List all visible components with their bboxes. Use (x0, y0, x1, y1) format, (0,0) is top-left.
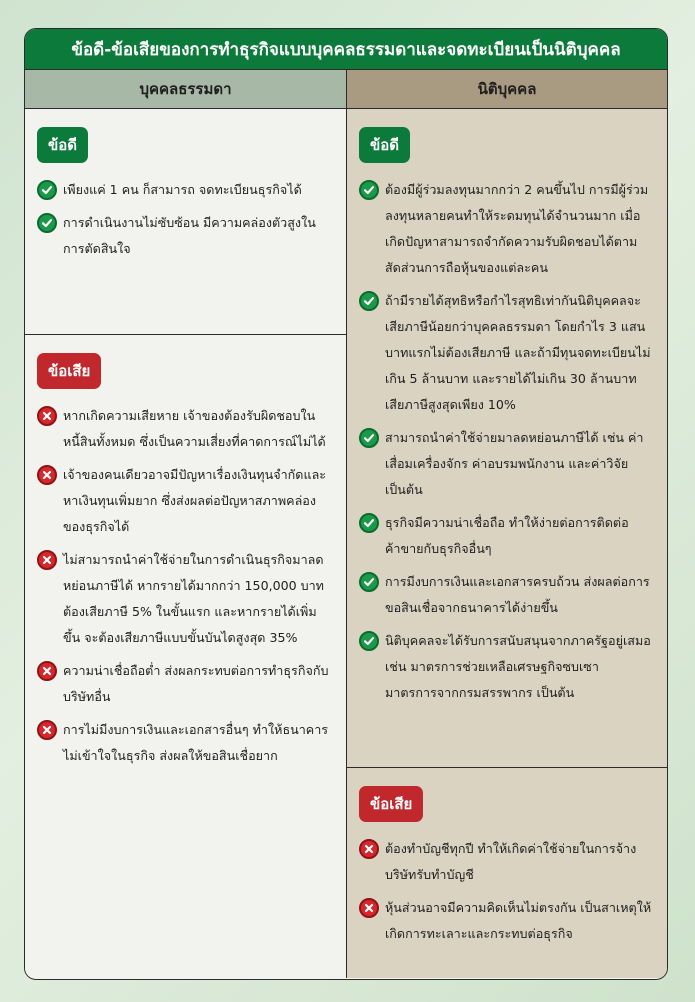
list-item-text: หุ้นส่วนอาจมีความคิดเห็นไม่ตรงกัน เป็นสาเหตุให้เกิดการทะเลาะและกระทบต่อธุรกิจ (385, 900, 652, 941)
column-juristic (347, 70, 667, 978)
list-item (37, 717, 332, 769)
list-item (37, 658, 332, 710)
page-title: ข้อดี-ข้อเสียของการทำธุรกิจแบบบุคคลธรรมดาและจดทะเบียนเป็นนิติบุคคล (25, 29, 667, 70)
list-item-text: ต้องทำบัญชีทุกปี ทำให้เกิดค่าใช้จ่ายในการจ้างบริษัทรับทำบัญชี (385, 841, 637, 882)
check-circle-icon (359, 572, 379, 592)
pros-badge: ข้อดี (359, 127, 410, 163)
list-item (37, 177, 332, 203)
column-individual (25, 70, 347, 978)
list-item-text: การไม่มีงบการเงินและเอกสารอื่นๆ ทำให้ธนาคารไม่เข้าใจในธุรกิจ ส่งผลให้ขอสินเชื่อยาก (63, 722, 329, 763)
list-item (37, 547, 332, 651)
check-circle-icon (37, 180, 57, 200)
list-juristic-cons (359, 836, 653, 947)
check-circle-icon (37, 213, 57, 233)
list-item (37, 403, 332, 455)
x-circle-icon (37, 550, 57, 570)
list-item-text: เจ้าของคนเดียวอาจมีปัญหาเรื่องเงินทุนจำกัดและหาเงินทุนเพิ่มยาก ซึ่งส่งผลต่อปัญหาสภาพคล่องของธุรกิจได้ (63, 467, 327, 534)
check-circle-icon (359, 180, 379, 200)
check-circle-icon (359, 513, 379, 533)
list-item (359, 628, 653, 706)
x-circle-icon (37, 720, 57, 740)
list-individual-pros (37, 177, 332, 262)
check-circle-icon (359, 631, 379, 651)
list-item (37, 210, 332, 262)
pros-badge: ข้อดี (37, 127, 88, 163)
columns (25, 70, 667, 978)
section-individual-cons (25, 334, 346, 786)
list-item (359, 288, 653, 418)
list-item (359, 569, 653, 621)
column-header-juristic: นิติบุคคล (347, 70, 667, 109)
x-circle-icon (359, 898, 379, 918)
cons-badge: ข้อเสีย (37, 353, 101, 389)
x-circle-icon (359, 839, 379, 859)
column-header-individual: บุคคลธรรมดา (25, 70, 346, 109)
list-item-text: ธุรกิจมีความน่าเชื่อถือ ทำให้ง่ายต่อการติดต่อค้าขายกับธุรกิจอื่นๆ (385, 515, 629, 556)
x-circle-icon (37, 661, 57, 681)
section-individual-pros (25, 109, 346, 334)
list-item-text: หากเกิดความเสียหาย เจ้าของต้องรับผิดชอบในหนี้สินทั้งหมด ซึ่งเป็นความเสี่ยงที่คาดการณ์ไม่ได้ (63, 408, 326, 449)
list-item-text: นิติบุคคลจะได้รับการสนับสนุนจากภาครัฐอยู่เสมอ เช่น มาตรการช่วยเหลือเศรษฐกิจซบเซา มาตรการจากกรมสรรพากร เป็นต้น (385, 633, 651, 700)
list-item-text: เพียงแค่ 1 คน ก็สามารถ จดทะเบียนธุรกิจได้ (63, 182, 302, 197)
list-individual-cons (37, 403, 332, 769)
list-item (359, 177, 653, 281)
section-juristic-pros (347, 109, 667, 767)
list-item-text: การมีงบการเงินและเอกสารครบถ้วน ส่งผลต่อการขอสินเชื่อจากธนาคารได้ง่ายขึ้น (385, 574, 650, 615)
list-item-text: ความน่าเชื่อถือต่ำ ส่งผลกระทบต่อการทำธุรกิจกับบริษัทอื่น (63, 663, 329, 704)
cons-badge: ข้อเสีย (359, 786, 423, 822)
list-item (359, 510, 653, 562)
check-circle-icon (359, 428, 379, 448)
list-item-text: การดำเนินงานไม่ซับซ้อน มีความคล่องตัวสูงในการตัดสินใจ (63, 215, 316, 256)
list-item-text: ถ้ามีรายได้สุทธิหรือกำไรสุทธิเท่ากันนิติบุคคลจะเสียภาษีน้อยกว่าบุคคลธรรมดา โดยกำไร 3 แสนบาทแรกไม่ต้องเสียภาษี และถ้ามีทุนจดทะเบียนไม่เกิน 5 ล้านบาท และรายได้ไม่เกิน 30 ล้านบาท เสียภาษีสูงสุดเพียง 10% (385, 293, 651, 412)
list-item-text: สามารถนำค่าใช้จ่ายมาลดหย่อนภาษีได้ เช่น ค่าเสื่อมเครื่องจักร ค่าอบรมพนักงาน และค่าวิจัย เป็นต้น (385, 430, 644, 497)
x-circle-icon (37, 406, 57, 426)
list-item (359, 895, 653, 947)
list-item (37, 462, 332, 540)
list-item (359, 425, 653, 503)
check-circle-icon (359, 291, 379, 311)
section-juristic-cons (347, 767, 667, 964)
comparison-card (24, 28, 668, 980)
list-item-text: ไม่สามารถนำค่าใช้จ่ายในการดำเนินธุรกิจมาลดหย่อนภาษีได้ หากรายได้มากกว่า 150,000 บาท ต้องเสียภาษี 5% ในขั้นแรก และหากรายได้เพิ่มขึ้น จะต้องเสียภาษีแบบขั้นบันไดสูงสุด 35% (63, 552, 324, 645)
x-circle-icon (37, 465, 57, 485)
list-item (359, 836, 653, 888)
list-juristic-pros (359, 177, 653, 706)
list-item-text: ต้องมีผู้ร่วมลงทุนมากกว่า 2 คนขึ้นไป การมีผู้ร่วมลงทุนหลายคนทำให้ระดมทุนได้จำนวนมาก เมื่อเกิดปัญหาสามารถจำกัดความรับผิดชอบได้ตามสัดส่วนการถือหุ้นของแต่ละคน (385, 182, 649, 275)
